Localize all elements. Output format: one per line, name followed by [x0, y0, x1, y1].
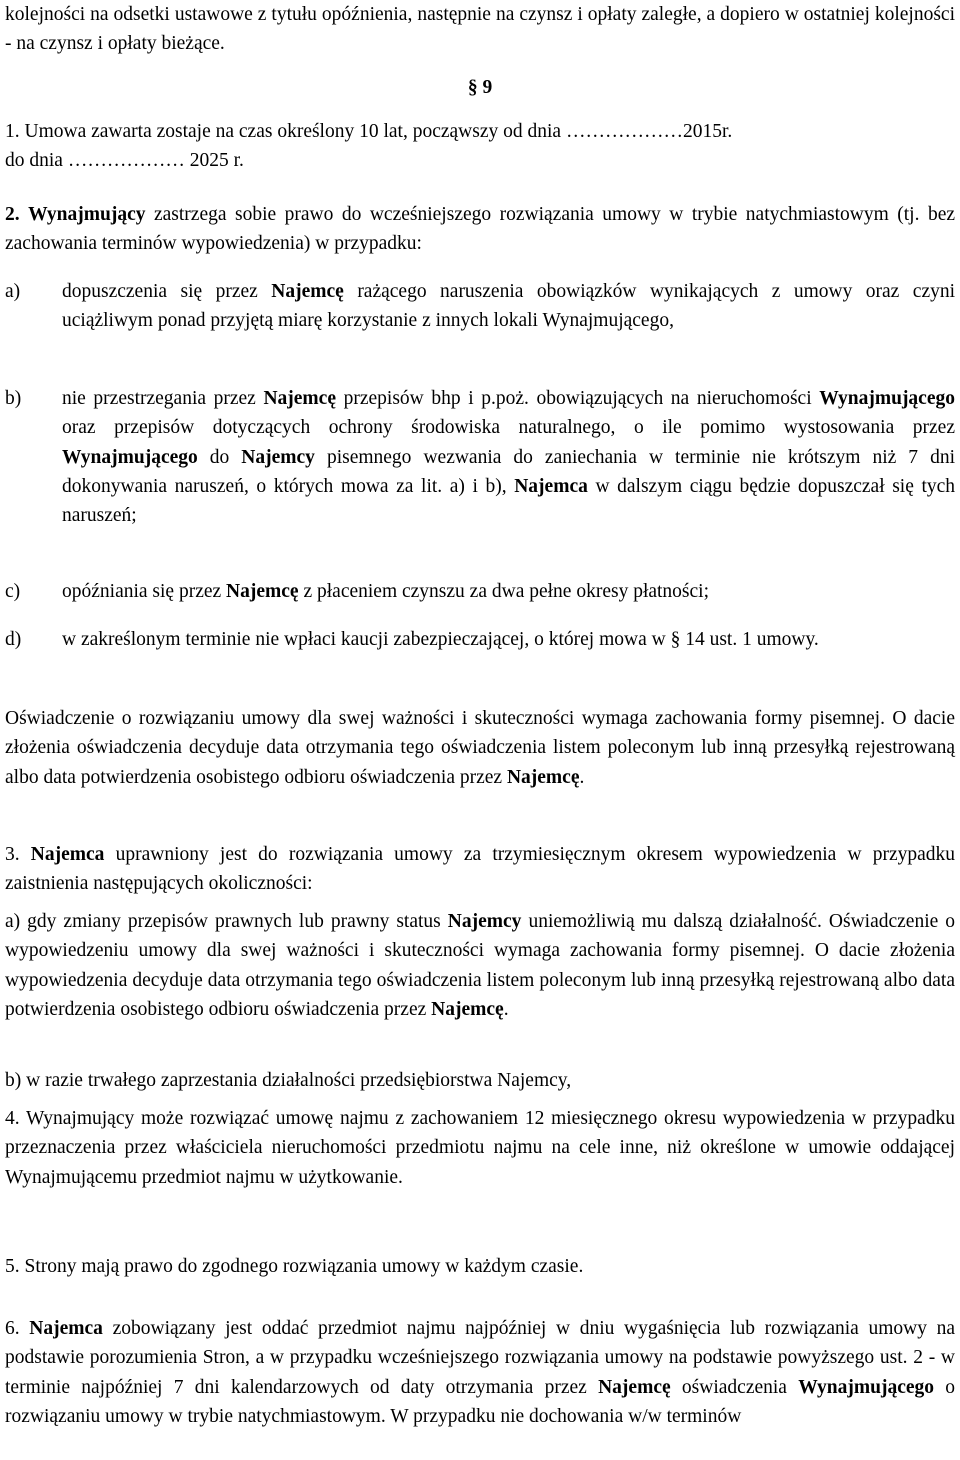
- paragraph-3b: b) w razie trwałego zaprzestania działalności przedsiębiorstwa Najemcy,: [5, 1070, 572, 1091]
- paragraph-3: 3. Najemca uprawniony jest do rozwiązania umowy za trzymiesięcznym okresem wypowiedzenia w przypadku zaistnienia następujących okoliczności:: [5, 844, 955, 895]
- list-item-b: [5, 384, 955, 530]
- section-heading: § 9: [467, 77, 493, 98]
- paragraph-1: 1. Umowa zawarta zostaje na czas określony 10 lat, począwszy od dnia ………………2015r. do dnia ……………… 2025 r.: [5, 121, 733, 172]
- list-label-c: c): [5, 581, 21, 602]
- landlord-term: Wynajmujący: [28, 204, 146, 225]
- paragraph-5: 5. Strony mają prawo do zgodnego rozwiązania umowy w każdym czasie.: [5, 1256, 584, 1277]
- list-label-b: b): [5, 388, 22, 409]
- paragraph-3a: a) gdy zmiany przepisów prawnych lub prawny status Najemcy uniemożliwią mu dalszą działalność. Oświadczenie o wypowiedzeniu umowy dla swej ważności i skuteczności wymaga zachowania formy pisemnej. O dacie złożenia wypowiedzenia decyduje data otrzymania tego oświadczenia listem poleconym lub inną przesyłką rejestrowaną albo data potwierdzenia osobistego odbioru oświadczenia przez Najemcę.: [5, 911, 956, 1020]
- list-text-a: dopuszczenia się przez Najemcę rażącego naruszenia obowiązków wynikających z umowy oraz czyni uciążliwym ponad przyjętą miarę korzystanie z innych lokali Wynajmującego,: [62, 281, 956, 332]
- list-label-a: a): [5, 281, 21, 302]
- paragraph-4: 4. Wynajmujący może rozwiązać umowę najmu z zachowaniem 12 miesięcznego okresu wypowiedzenia w przypadku przeznaczenia przez właściciela nieruchomości przedmiotu najmu na cele inne, niż określone w umowie oddającej Wynajmującemu przedmiot najmu w użytkowanie.: [5, 1108, 955, 1188]
- list-text-c: opóźniania się przez Najemcę z płaceniem czynszu za dwa pełne okresy płatności;: [62, 581, 710, 602]
- intro-paragraph: kolejności na odsetki ustawowe z tytułu opóźnienia, następnie na czynsz i opłaty zaległe, a dopiero w ostatniej kolejności - na czynsz i opłaty bieżące.: [5, 4, 955, 55]
- list-label-d: d): [5, 629, 22, 650]
- paragraph-2: 2. Wynajmujący zastrzega sobie prawo do wcześniejszego rozwiązania umowy w trybie natychmiastowym (tj. bez zachowania terminów wypowiedzenia) w przypadku:: [5, 204, 956, 255]
- declaration-paragraph: Oświadczenie o rozwiązaniu umowy dla swej ważności i skuteczności wymaga zachowania formy pisemnej. O dacie złożenia oświadczenia decyduje data otrzymania tego oświadczenia listem poleconym lub inną przesyłką rejestrowaną albo data potwierdzenia osobistego odbioru oświadczenia przez Najemcę.: [5, 708, 955, 788]
- list-text-b: nie przestrzegania przez Najemcę przepisów bhp i p.poż. obowiązujących na nieruchomości Wynajmującego oraz przepisów dotyczących ochrony środowiska naturalnego, o ile pomimo wystosowania przez Wynajmującego do Najemcy pisemnego wezwania do zaniechania w terminie nie krótszym niż 7 dni dokonywania naruszeń, o których mowa za lit. a) i b), Najemca w dalszym ciągu będzie dopuszczał się tych naruszeń;: [62, 388, 956, 527]
- list-item-a: [5, 277, 955, 336]
- paragraph-2-number: 2.: [5, 204, 20, 225]
- paragraph-6: 6. Najemca zobowiązany jest oddać przedmiot najmu najpóźniej w dniu wygaśnięcia lub rozwiązania umowy na podstawie porozumienia Stron, a w przypadku wcześniejszego rozwiązania umowy na podstawie powyższego ust. 2 - w terminie najpóźniej 7 dni kalendarzowych od daty otrzymania przez Najemcę oświadczenia Wynajmującego o rozwiązaniu umowy w trybie natychmiastowym. W przypadku nie dochowania w/w terminów: [5, 1318, 956, 1427]
- list-text-d: w zakreślonym terminie nie wpłaci kaucji zabezpieczającej, o której mowa w § 14 ust. 1 umowy.: [62, 629, 819, 650]
- list-item-d: [5, 625, 955, 654]
- list-item-c: [5, 577, 955, 606]
